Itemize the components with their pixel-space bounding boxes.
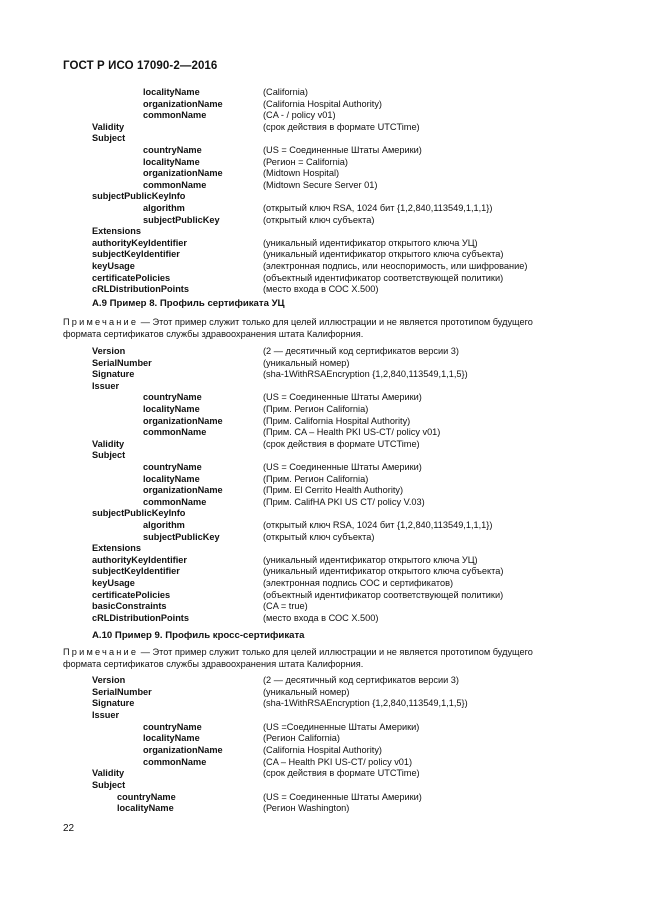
field-name: Subject <box>92 133 126 144</box>
note-lead: Примечание <box>63 647 139 657</box>
field-value: (sha-1WithRSAEncryption {1,2,840,113549,1,1,5}) <box>263 369 468 380</box>
field-row <box>0 674 646 686</box>
field-value: (место входа в СОС X.500) <box>263 612 379 623</box>
field-row <box>0 461 646 473</box>
field-name: organizationName <box>143 98 223 109</box>
field-name: localityName <box>143 87 200 97</box>
field-name: Version <box>92 675 126 685</box>
field-name: keyUsage <box>92 261 135 271</box>
field-value: (электронная подпись, или неоспоримость, или шифрование) <box>263 261 528 271</box>
field-row <box>0 554 646 566</box>
field-name: Subject <box>92 450 126 461</box>
field-value: (уникальный номер) <box>263 686 350 697</box>
field-row <box>0 345 646 357</box>
page-number: 22 <box>63 823 75 834</box>
field-value: (California Hospital Authority) <box>263 744 382 755</box>
field-row <box>0 121 646 133</box>
field-value: (US = Соединенные Штаты Америки) <box>263 462 422 472</box>
field-name: Validity <box>92 121 125 132</box>
field-name: subjectPublicKeyInfo <box>92 191 186 202</box>
field-name: subjectPublicKey <box>143 214 220 225</box>
field-name: algorithm <box>143 520 185 530</box>
field-row <box>0 272 646 284</box>
field-row <box>0 415 646 427</box>
field-name: authorityKeyIdentifier <box>92 237 187 248</box>
field-row <box>0 473 646 485</box>
field-name: commonName <box>143 110 207 121</box>
field-value: (Регион = California) <box>263 156 348 167</box>
field-name: algorithm <box>143 203 185 213</box>
field-value: (объектный идентификатор соответствующей политики) <box>263 272 504 283</box>
field-row <box>0 260 646 272</box>
field-name: localityName <box>117 803 174 814</box>
note-text-line1: — Этот пример служит только для целей иллюстрации и не является прототипом будущего <box>138 647 533 657</box>
field-row <box>0 109 646 121</box>
field-row <box>0 589 646 601</box>
field-value: (Прим. California Hospital Authority) <box>263 415 411 426</box>
field-value: (US = Соединенные Штаты Америки) <box>263 145 422 155</box>
field-name: commonName <box>143 496 207 507</box>
field-value: (sha-1WithRSAEncryption {1,2,840,113549,1,1,5}) <box>263 698 468 709</box>
field-value: (уникальный номер) <box>263 357 350 368</box>
field-value: (открытый ключ субъекта) <box>263 214 375 225</box>
field-row <box>0 732 646 744</box>
field-row <box>0 380 646 392</box>
field-name: Issuer <box>92 380 120 391</box>
field-row <box>0 438 646 450</box>
field-row <box>0 144 646 156</box>
field-row <box>0 612 646 624</box>
field-name: countryName <box>143 462 202 472</box>
field-name: Validity <box>92 438 125 449</box>
field-name: localityName <box>143 156 200 167</box>
field-row <box>0 744 646 756</box>
field-name: localityName <box>143 733 200 744</box>
field-value: (срок действия в формате UTCTime) <box>263 438 420 449</box>
field-value: (Прим. CalifHA PKI US CT/ policy V.03) <box>263 496 425 507</box>
field-row <box>0 542 646 554</box>
field-value: (срок действия в формате UTCTime) <box>263 768 420 779</box>
field-row <box>0 237 646 249</box>
field-value: (объектный идентификатор соответствующей политики) <box>263 589 504 600</box>
field-row <box>0 496 646 508</box>
field-name: localityName <box>143 404 200 414</box>
field-name: subjectKeyIdentifier <box>92 249 180 260</box>
field-name: subjectPublicKeyInfo <box>92 508 186 519</box>
field-value: (Прим. El Cerrito Health Authority) <box>263 485 404 496</box>
field-row <box>0 802 646 814</box>
note-a9 <box>63 316 603 340</box>
field-name: commonName <box>143 427 207 438</box>
field-row <box>0 779 646 791</box>
field-name: commonName <box>143 756 207 767</box>
field-row <box>0 248 646 260</box>
field-row <box>0 214 646 226</box>
field-row <box>0 98 646 110</box>
field-name: Version <box>92 346 126 356</box>
field-value: (электронная подпись СОС и сертификатов) <box>263 578 454 588</box>
field-value: (Прим. CA – Health PKI US-CT/ policy v01) <box>263 427 441 438</box>
field-row <box>0 507 646 519</box>
field-row <box>0 531 646 543</box>
field-value: (2 — десятичный код сертификатов версии 3) <box>263 346 459 356</box>
field-value: (California) <box>263 87 308 97</box>
field-name: keyUsage <box>92 578 135 588</box>
field-row <box>0 709 646 721</box>
field-name: SerialNumber <box>92 357 152 368</box>
field-value: (Прим. Регион California) <box>263 404 369 414</box>
field-row <box>0 449 646 461</box>
field-value: (Прим. Регион California) <box>263 473 369 484</box>
field-name: organizationName <box>143 744 223 755</box>
field-row <box>0 190 646 202</box>
field-name: certificatePolicies <box>92 589 171 600</box>
note-a10 <box>63 646 603 670</box>
field-value: (Регион Washington) <box>263 803 350 814</box>
field-name: Extensions <box>92 226 142 237</box>
field-value: (US = Соединенные Штаты Америки) <box>263 791 422 802</box>
field-row <box>0 600 646 612</box>
field-value: (2 — десятичный код сертификатов версии 3) <box>263 675 459 685</box>
field-name: authorityKeyIdentifier <box>92 554 187 565</box>
field-row <box>0 132 646 144</box>
field-row <box>0 565 646 577</box>
field-name: SerialNumber <box>92 686 152 697</box>
field-value: (Регион California) <box>263 733 340 744</box>
field-value: (CA = true) <box>263 601 308 612</box>
field-name: Extensions <box>92 543 142 554</box>
field-name: countryName <box>143 721 202 732</box>
field-name: basicConstraints <box>92 601 167 612</box>
field-name: cRLDistributionPoints <box>92 284 189 295</box>
field-name: Validity <box>92 768 125 779</box>
field-value: (место входа в СОС X.500) <box>263 284 379 295</box>
field-value: (California Hospital Authority) <box>263 98 382 109</box>
field-name: Signature <box>92 698 135 709</box>
field-row <box>0 156 646 168</box>
field-value: (уникальный идентификатор открытого ключа субъекта) <box>263 249 504 260</box>
field-row <box>0 391 646 403</box>
field-name: organizationName <box>143 168 223 179</box>
note-lead: Примечание <box>63 317 139 327</box>
document-header: ГОСТ Р ИСО 17090-2—2016 <box>63 60 218 72</box>
field-name: countryName <box>143 392 202 403</box>
field-name: certificatePolicies <box>92 272 171 283</box>
field-value: (открытый ключ RSA, 1024 бит {1,2,840,113549,1,1,1}) <box>263 203 493 213</box>
field-row <box>0 519 646 531</box>
field-name: Signature <box>92 369 135 380</box>
field-row <box>0 686 646 698</box>
field-name: subjectKeyIdentifier <box>92 566 180 577</box>
field-value: (уникальный идентификатор открытого ключа субъекта) <box>263 566 504 577</box>
field-value: (открытый ключ субъекта) <box>263 531 375 542</box>
field-row <box>0 756 646 768</box>
field-row <box>0 368 646 380</box>
field-row <box>0 403 646 415</box>
field-name: countryName <box>143 145 202 155</box>
field-value: (CA - / policy v01) <box>263 110 336 121</box>
field-value: (открытый ключ RSA, 1024 бит {1,2,840,113549,1,1,1}) <box>263 520 493 530</box>
field-row <box>0 484 646 496</box>
field-name: Issuer <box>92 709 120 720</box>
field-value: (срок действия в формате UTCTime) <box>263 121 420 132</box>
field-row <box>0 697 646 709</box>
field-name: organizationName <box>143 415 223 426</box>
field-value: (CA – Health PKI US-CT/ policy v01) <box>263 756 413 767</box>
field-value: (Midtown Hospital) <box>263 168 340 179</box>
field-row <box>0 202 646 214</box>
field-row <box>0 577 646 589</box>
note-text-line2: формата сертификатов службы здравоохранения штата Калифорния. <box>63 659 364 669</box>
section-heading-a10: А.10 Пример 9. Профиль кросс-сертификата <box>92 630 305 641</box>
field-value: (US = Соединенные Штаты Америки) <box>263 392 422 403</box>
field-name: organizationName <box>143 485 223 496</box>
field-value: (уникальный идентификатор открытого ключа УЦ) <box>263 237 478 248</box>
field-row <box>0 767 646 779</box>
field-name: countryName <box>117 791 176 802</box>
field-row <box>0 283 646 295</box>
field-name: cRLDistributionPoints <box>92 612 189 623</box>
field-value: (Midtown Secure Server 01) <box>263 179 378 190</box>
field-row <box>0 179 646 191</box>
field-row <box>0 791 646 803</box>
field-row <box>0 86 646 98</box>
field-row <box>0 225 646 237</box>
field-value: (US =Соединенные Штаты Америки) <box>263 721 420 732</box>
field-name: localityName <box>143 473 200 484</box>
field-row <box>0 167 646 179</box>
field-row <box>0 721 646 733</box>
field-value: (уникальный идентификатор открытого ключа УЦ) <box>263 554 478 565</box>
field-name: Subject <box>92 779 126 790</box>
section-heading-a9: А.9 Пример 8. Профиль сертификата УЦ <box>92 298 285 309</box>
field-name: subjectPublicKey <box>143 531 220 542</box>
field-name: commonName <box>143 179 207 190</box>
note-text-line2: формата сертификатов службы здравоохранения штата Калифорния. <box>63 329 364 339</box>
field-row <box>0 357 646 369</box>
note-text-line1: — Этот пример служит только для целей иллюстрации и не является прототипом будущего <box>138 317 533 327</box>
field-row <box>0 426 646 438</box>
